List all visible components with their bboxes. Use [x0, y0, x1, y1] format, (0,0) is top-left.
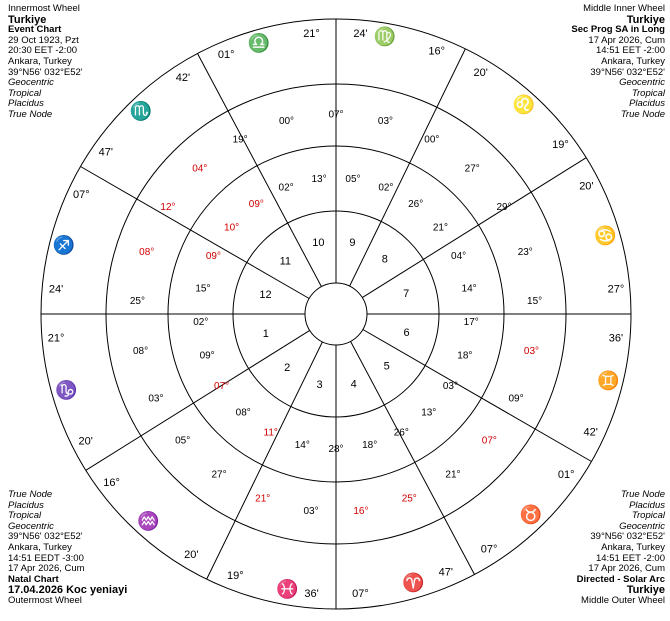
cusp-degree-label: 07°: [352, 587, 369, 600]
cusp-degree-label: 19°: [552, 138, 569, 151]
chart-date: 17 Apr 2026, Cum: [588, 563, 665, 575]
house-number-9: 9: [349, 236, 356, 249]
planet-degree-label: 28°: [328, 444, 344, 456]
planet-degree-label: 26°: [393, 427, 409, 439]
chart-date: 17 Apr 2026, Cum: [588, 34, 665, 46]
cusp-degree-label: 20': [78, 435, 93, 448]
zodiac-tropical: Tropical: [8, 510, 42, 522]
chart-date: 17 Apr 2026, Cum: [8, 563, 85, 575]
house-number-11: 11: [279, 255, 292, 268]
cusp-degree-label: 36': [304, 587, 319, 600]
cusp-degree-label: 47': [98, 146, 113, 159]
planet-degree-label: 16°: [353, 506, 369, 518]
house-cusp-line: [362, 158, 586, 298]
planet-degree-label: 25°: [401, 493, 417, 505]
planet-degree-label: 03°: [303, 506, 319, 518]
planet-degree-label: 02°: [278, 182, 294, 194]
planet-degree-label: 03°: [523, 345, 540, 357]
planet-degree-label: 07°: [481, 435, 497, 447]
cusp-degree-label: 20': [184, 548, 199, 561]
zodiac-geocentric: Geocentric: [619, 520, 665, 532]
house-system: Placidus: [8, 499, 44, 511]
planet-degree-label: 25°: [129, 296, 145, 308]
chart-title: 17.04.2026 Koc yeniayi: [8, 584, 128, 597]
chart-time: 14:51 EET -2:00: [595, 552, 665, 564]
planet-degree-label: 11°: [263, 427, 278, 439]
house-number-6: 6: [403, 326, 410, 339]
zodiac-sign-glyph: ♈: [402, 572, 425, 593]
planet-degree-label: 13°: [421, 407, 437, 419]
house-system: Placidus: [629, 98, 665, 110]
planet-degree-label: 15°: [195, 283, 211, 295]
chart-type: Sec Prog SA in Long: [571, 24, 665, 36]
cusp-degree-label: 07°: [480, 543, 498, 556]
zodiac-sign-glyph: ♊: [596, 370, 620, 391]
planet-degree-label: 00°: [424, 134, 440, 146]
planet-degree-label: 18°: [457, 350, 473, 362]
planet-degree-label: 14°: [461, 283, 477, 295]
zodiac-sign-glyph: ♏: [129, 100, 153, 121]
planet-degree-label: 15°: [527, 296, 543, 308]
planet-degree-label: 09°: [508, 393, 524, 405]
planet-degree-label: 21°: [255, 493, 271, 505]
planet-degree-label: 09°: [205, 250, 221, 262]
cusp-degree-label: 19°: [226, 570, 244, 583]
chart-coords: 39°N56' 032°E52': [590, 531, 665, 543]
zodiac-sign-glyph: ♋: [594, 225, 617, 246]
planet-degree-label: 04°: [192, 163, 208, 175]
planet-degree-label: 23°: [517, 247, 533, 259]
chart-location: Ankara, Turkey: [601, 541, 665, 553]
wheel-name: Outermost Wheel: [8, 594, 82, 606]
house-cusp-line: [350, 49, 466, 286]
cusp-degree-label: 42': [583, 426, 598, 439]
chart-type: Event Chart: [8, 24, 62, 36]
chart-time: 20:30 EET -2:00: [8, 45, 78, 57]
planet-degree-label: 03°: [148, 393, 164, 405]
planet-degree-label: 08°: [132, 345, 149, 357]
planet-degree-label: 05°: [345, 174, 361, 186]
zodiac-sign-glyph: ♌: [512, 94, 535, 115]
place-title: Turkiye: [8, 13, 47, 26]
house-system: Placidus: [8, 98, 44, 110]
planet-degree-label: 05°: [175, 435, 191, 447]
chart-location: Ankara, Turkey: [8, 55, 72, 67]
house-number-4: 4: [350, 378, 357, 391]
planet-degree-label: 09°: [248, 199, 264, 211]
cusp-degree-label: 21°: [47, 332, 65, 345]
zodiac-sign-glyph: ♐: [52, 234, 76, 255]
chart-coords: 39°N56' 032°E52': [590, 66, 665, 78]
planet-degree-label: 02°: [378, 182, 394, 194]
house-system: Placidus: [629, 499, 665, 511]
node-type: True Node: [620, 108, 665, 120]
zodiac-geocentric: Geocentric: [8, 77, 54, 89]
planet-degree-label: 08°: [139, 247, 155, 259]
wheel-name: Innermost Wheel: [8, 3, 80, 14]
house-number-8: 8: [381, 253, 388, 266]
chart-location: Ankara, Turkey: [601, 55, 665, 67]
zodiac-sign-glyph: ♒: [137, 511, 160, 532]
house-number-10: 10: [312, 237, 325, 250]
planet-degree-label: 09°: [199, 350, 215, 362]
cusp-degree-label: 20': [473, 67, 488, 80]
zodiac-sign-glyph: ♓: [276, 578, 299, 599]
chart-coords: 39°N56' 032°E52': [8, 66, 83, 78]
node-type: True Node: [8, 489, 53, 500]
planet-degree-label: 03°: [442, 381, 458, 393]
cusp-degree-label: 01°: [217, 49, 235, 62]
cusp-degree-label: 07°: [73, 189, 90, 202]
cusp-degree-label: 01°: [557, 469, 575, 482]
planet-degree-label: 29°: [496, 202, 512, 214]
planet-degree-label: 27°: [464, 163, 480, 175]
house-cusp-line: [207, 342, 323, 579]
place-title: Turkiye: [626, 13, 665, 26]
zodiac-tropical: Tropical: [8, 87, 42, 99]
chart-date: 29 Oct 1923, Pzt: [8, 34, 79, 46]
cusp-degree-label: 36': [608, 332, 624, 345]
house-number-2: 2: [284, 362, 291, 375]
planet-degree-label: 02°: [193, 317, 209, 329]
cusp-degree-label: 20': [579, 180, 594, 193]
house-number-1: 1: [262, 328, 269, 341]
zodiac-geocentric: Geocentric: [8, 520, 54, 532]
chart-type: Natal Chart: [8, 573, 59, 585]
chart-location: Ankara, Turkey: [8, 541, 72, 553]
house-number-5: 5: [383, 360, 390, 373]
chart-time: 14:51 EET -2:00: [595, 45, 665, 57]
cusp-degree-label: 47': [438, 566, 453, 579]
zodiac-geocentric: Geocentric: [619, 77, 665, 89]
chart-time: 14:51 EEDT -3:00: [8, 552, 84, 564]
planet-degree-label: 26°: [408, 199, 424, 211]
planet-degree-label: 07°: [328, 109, 344, 121]
wheel-name: Middle Outer Wheel: [581, 594, 665, 606]
house-number-7: 7: [403, 287, 410, 300]
zodiac-sign-glyph: ♍: [373, 26, 396, 47]
planet-degree-label: 10°: [224, 222, 240, 234]
cusp-degree-label: 16°: [103, 477, 120, 490]
cusp-degree-label: 42': [175, 72, 191, 85]
chart-coords: 39°N56' 032°E52': [8, 531, 83, 543]
planet-degree-label: 19°: [232, 134, 248, 146]
zodiac-sign-glyph: ♑: [55, 380, 78, 401]
node-type: True Node: [8, 108, 53, 120]
planet-degree-label: 14°: [294, 439, 310, 451]
node-type: True Node: [620, 489, 665, 500]
house-number-12: 12: [259, 289, 272, 302]
wheel-ring: [305, 283, 367, 345]
planet-degree-label: 07°: [214, 381, 230, 393]
house-cusp-line: [363, 330, 592, 462]
planet-degree-label: 03°: [377, 115, 394, 127]
planet-degree-label: 00°: [278, 115, 295, 127]
planet-degree-label: 12°: [160, 202, 176, 214]
planet-degree-label: 13°: [311, 174, 327, 186]
zodiac-sign-glyph: ♉: [519, 504, 543, 525]
cusp-degree-label: 24': [353, 27, 368, 40]
planet-degree-label: 27°: [211, 469, 227, 481]
planet-degree-label: 04°: [451, 250, 467, 262]
house-cusp-line: [351, 341, 475, 574]
zodiac-sign-glyph: ♎: [247, 33, 270, 54]
cusp-degree-label: 16°: [428, 45, 446, 58]
planet-degree-label: 21°: [432, 222, 448, 234]
cusp-degree-label: 21°: [303, 27, 320, 40]
place-title: Turkiye: [626, 584, 665, 597]
planet-degree-label: 17°: [463, 317, 479, 329]
house-cusp-line: [86, 330, 310, 470]
house-number-3: 3: [316, 379, 323, 392]
planet-degree-label: 21°: [445, 469, 461, 481]
zodiac-tropical: Tropical: [631, 87, 665, 99]
cusp-degree-label: 24': [48, 283, 64, 296]
chart-type: Directed - Solar Arc: [576, 573, 665, 585]
planet-degree-label: 18°: [362, 439, 378, 451]
planet-degree-label: 08°: [235, 407, 251, 419]
zodiac-tropical: Tropical: [631, 510, 665, 522]
wheel-name: Middle Inner Wheel: [583, 3, 665, 14]
cusp-degree-label: 27°: [607, 283, 625, 296]
